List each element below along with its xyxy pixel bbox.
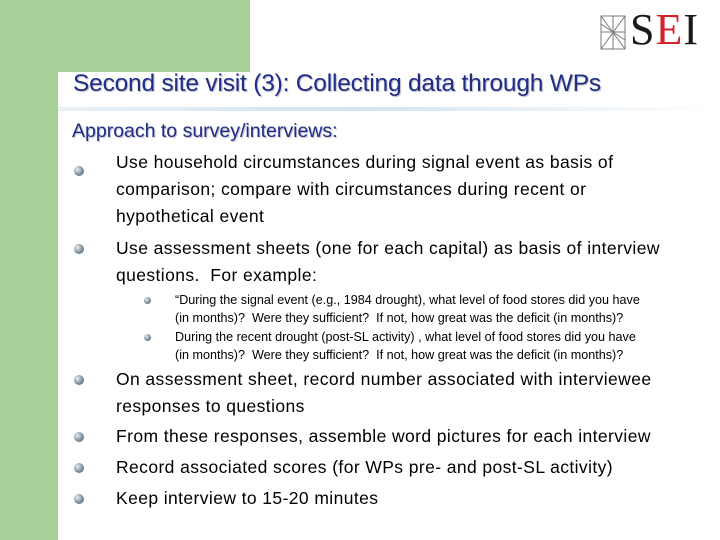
- bullet-line: questions. For example:: [116, 265, 318, 285]
- logo-mark-icon: [601, 16, 625, 49]
- bullet-line: responses to questions: [116, 396, 305, 416]
- bullet-item: [116, 423, 651, 450]
- title-divider: [58, 107, 720, 111]
- logo-wordmark: [630, 6, 699, 54]
- bullet-line: hypothetical event: [116, 206, 265, 226]
- bullet-line: Keep interview to 15-20 minutes: [116, 488, 379, 508]
- logo-letter-s: S: [630, 5, 656, 54]
- bullet-icon: [74, 432, 84, 442]
- green-header-band: [0, 0, 250, 72]
- sub-bullet-icon: [144, 297, 151, 304]
- sub-bullet-line: “During the signal event (e.g., 1984 drought), what level of food stores did you have: [175, 293, 640, 307]
- sub-bullet-line: During the recent drought (post-SL activity) , what level of food stores did you have: [175, 330, 636, 344]
- bullet-line: comparison; compare with circumstances during recent or: [116, 179, 587, 199]
- bullet-item: [116, 454, 613, 481]
- bullet-icon: [74, 494, 84, 504]
- bullet-icon: [74, 166, 84, 176]
- bullet-line: Use household circumstances during signal event as basis of: [116, 152, 614, 172]
- bullet-icon: [74, 463, 84, 473]
- sub-bullet-line: (in months)? Were they sufficient? If not, how great was the deficit (in months)?: [175, 348, 624, 362]
- bullet-icon: [74, 375, 84, 385]
- slide-title: Second site visit (3): Collecting data through WPs: [73, 70, 601, 97]
- bullet-item: [116, 366, 651, 420]
- bullet-item: [116, 485, 378, 512]
- bullet-icon: [74, 244, 84, 254]
- bullet-item: [116, 235, 660, 289]
- bullet-line: On assessment sheet, record number associated with interviewee: [116, 369, 652, 389]
- logo-letter-e: E: [655, 5, 684, 54]
- bullet-line: Record associated scores (for WPs pre- and post-SL activity): [116, 457, 613, 477]
- bullet-line: From these responses, assemble word pictures for each interview: [116, 426, 651, 446]
- green-side-band: [0, 72, 58, 540]
- section-heading: Approach to survey/interviews:: [72, 120, 338, 142]
- bullet-line: Use assessment sheets (one for each capital) as basis of interview: [116, 238, 660, 258]
- sub-bullet-icon: [144, 334, 151, 341]
- sub-bullet-item: [175, 328, 636, 364]
- logo-letter-i: I: [683, 5, 700, 54]
- sub-bullet-item: [175, 291, 640, 327]
- sub-bullet-line: (in months)? Were they sufficient? If not, how great was the deficit (in months)?: [175, 311, 624, 325]
- bullet-item: [116, 149, 613, 230]
